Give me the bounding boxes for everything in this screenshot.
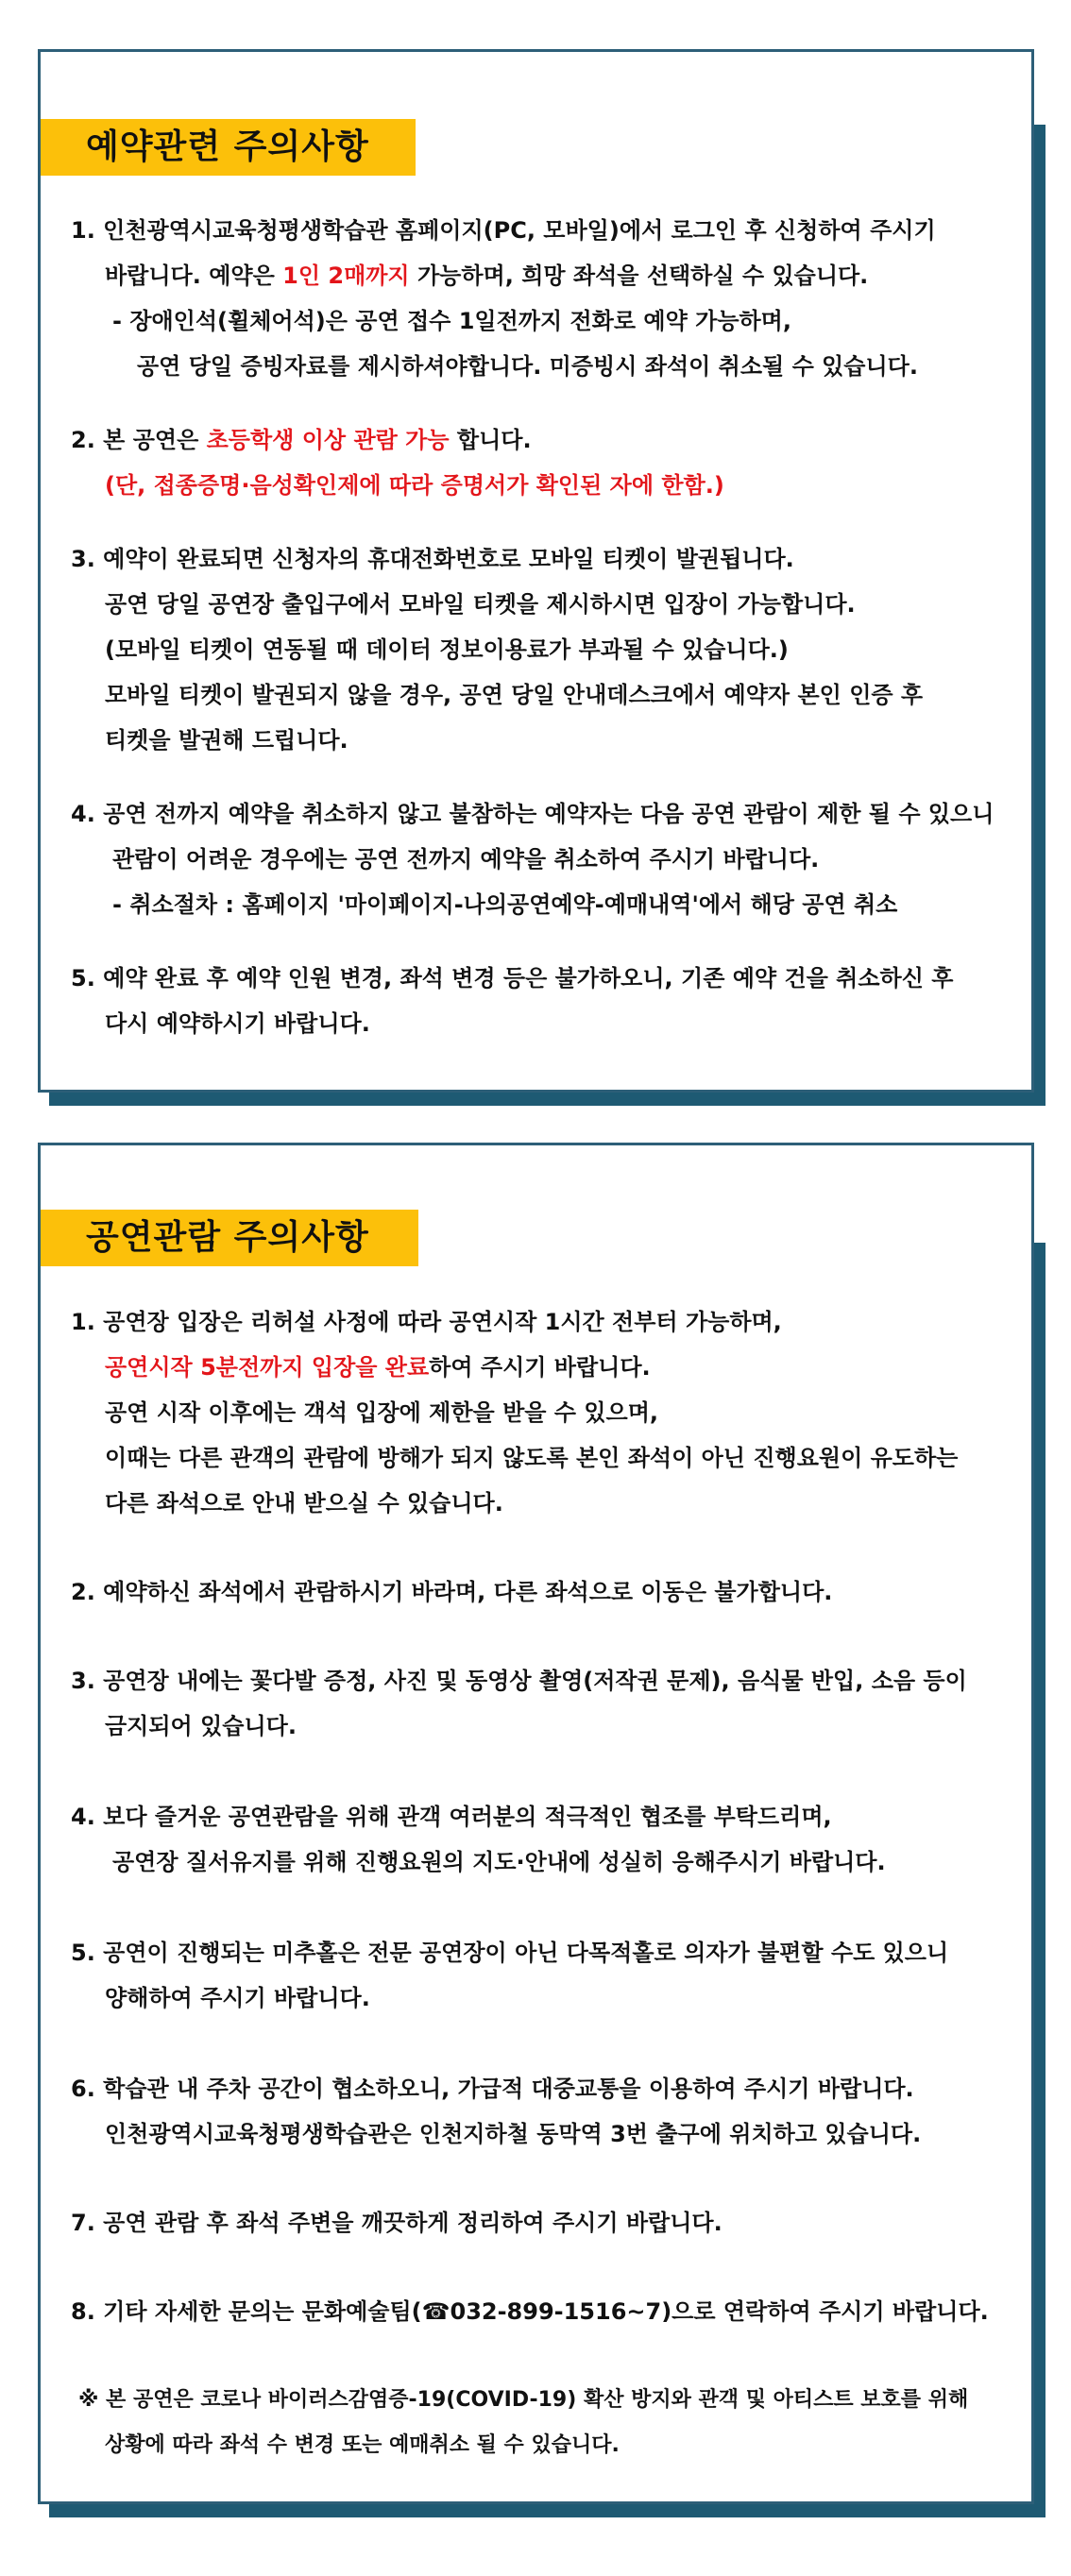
- list-item-line: 공연 당일 증빙자료를 제시하셔야합니다. 미증빙시 좌석이 취소될 수 있습니다.: [137, 353, 918, 380]
- list-item-line: 다시 예약하시기 바랍니다.: [105, 1010, 370, 1037]
- viewing-notice-section: [38, 1143, 1034, 2504]
- list-item-line: 모바일 티켓이 발권되지 않을 경우, 공연 당일 안내데스크에서 예약자 본인 인증 후: [105, 682, 924, 708]
- list-item-line: 이때는 다른 관객의 관람에 방해가 되지 않도록 본인 좌석이 아닌 진행요원이 유도하는: [105, 1445, 959, 1471]
- viewing-notice-box: [38, 1143, 1034, 2504]
- age-limit-highlight: 초등학생 이상 관람 가능: [206, 427, 450, 453]
- reservation-notice-box: [38, 49, 1034, 1093]
- list-item-line: 1. 공연장 입장은 리허설 사정에 따라 공연시작 1시간 전부터 가능하며,: [71, 1309, 782, 1335]
- contact-info-line: 8. 기타 자세한 문의는 문화예술팀(☎032-899-1516~7)으로 연락하여 주시기 바랍니다.: [71, 2298, 989, 2325]
- covid-notice: [71, 2378, 1018, 2468]
- text-span: 하여 주시기 바랍니다.: [429, 1354, 651, 1381]
- reservation-item-2: [71, 417, 1018, 508]
- list-item-line: 티켓을 발권해 드립니다.: [105, 727, 348, 754]
- text-span: 바랍니다. 예약은: [105, 263, 283, 289]
- list-item-line: - 취소절차 : 홈페이지 '마이페이지-나의공연예약-예매내역'에서 해당 공연 취소: [112, 891, 898, 918]
- list-item-line: 금지되어 있습니다.: [105, 1713, 297, 1739]
- reservation-item-3: [71, 536, 1018, 763]
- viewing-item-1: [71, 1299, 1018, 1526]
- list-item-line: 공연 당일 공연장 출입구에서 모바일 티켓을 제시하시면 입장이 가능합니다.: [105, 591, 856, 618]
- list-item-line: 6. 학습관 내 주차 공간이 협소하오니, 가급적 대중교통을 이용하여 주시기 바랍니다.: [71, 2076, 914, 2102]
- viewing-item-5: [71, 1930, 1018, 2021]
- entry-deadline-highlight: 공연시작 5분전까지 입장을 완료: [105, 1354, 430, 1381]
- reservation-notice-title: 예약관련 주의사항: [41, 119, 416, 176]
- reservation-item-5: [71, 956, 1018, 1046]
- list-item-line: 2. 예약하신 좌석에서 관람하시기 바라며, 다른 좌석으로 이동은 불가합니다.: [71, 1579, 833, 1605]
- list-item-line: 공연 시작 이후에는 객석 입장에 제한을 받을 수 있으며,: [105, 1399, 659, 1426]
- list-item-line: 공연장 질서유지를 위해 진행요원의 지도·안내에 성실히 응해주시기 바랍니다.: [112, 1849, 886, 1875]
- reservation-notice-section: [38, 49, 1034, 1093]
- reservation-item-4: [71, 791, 1018, 927]
- list-item-line: 4. 공연 전까지 예약을 취소하지 않고 불참하는 예약자는 다음 공연 관람이 제한 될 수 있으니: [71, 801, 994, 827]
- viewing-item-6: [71, 2066, 1018, 2157]
- list-item-line: 3. 공연장 내에는 꽃다발 증정, 사진 및 동영상 촬영(저작권 문제), 음식물 반입, 소음 등이: [71, 1668, 967, 1694]
- viewing-item-8: [71, 2289, 1018, 2334]
- list-item-line: 5. 예약 완료 후 예약 인원 변경, 좌석 변경 등은 불가하오니, 기존 예약 건을 취소하신 후: [71, 965, 954, 991]
- text-span: 가능하며, 희망 좌석을 선택하실 수 있습니다.: [409, 263, 869, 289]
- viewing-item-7: [71, 2200, 1018, 2246]
- list-item-line: 3. 예약이 완료되면 신청자의 휴대전화번호로 모바일 티켓이 발권됩니다.: [71, 546, 794, 572]
- list-item-line: 양해하여 주시기 바랍니다.: [105, 1985, 370, 2011]
- list-item-line: [71, 1345, 1018, 1390]
- vaccination-note: (단, 접종증명·음성확인제에 따라 증명서가 확인된 자에 한함.): [105, 472, 724, 499]
- list-item-line: 다른 좌석으로 안내 받으실 수 있습니다.: [105, 1490, 503, 1517]
- list-item-line: 4. 보다 즐거운 공연관람을 위해 관객 여러분의 적극적인 협조를 부탁드리며,: [71, 1804, 832, 1830]
- list-item-line: ※ 본 공연은 코로나 바이러스감염증-19(COVID-19) 확산 방지와 관객 및 아티스트 보호를 위해: [78, 2388, 969, 2412]
- list-item-line: 인천광역시교육청평생학습관은 인천지하철 동막역 3번 출구에 위치하고 있습니다.: [105, 2121, 922, 2147]
- list-item-line: (모바일 티켓이 연동될 때 데이터 정보이용료가 부과될 수 있습니다.): [105, 636, 789, 663]
- list-item-line: [71, 417, 1018, 463]
- viewing-item-4: [71, 1794, 1018, 1885]
- list-item-line: 5. 공연이 진행되는 미추홀은 전문 공연장이 아닌 다목적홀로 의자가 불편할 수도 있으니: [71, 1940, 949, 1966]
- list-item-line: 상황에 따라 좌석 수 변경 또는 예매취소 될 수 있습니다.: [105, 2433, 620, 2457]
- list-item-line: 관람이 어려운 경우에는 공연 전까지 예약을 취소하여 주시기 바랍니다.: [112, 846, 820, 873]
- list-item-line: 1. 인천광역시교육청평생학습관 홈페이지(PC, 모바일)에서 로그인 후 신청하여 주시기: [71, 217, 936, 244]
- ticket-limit-highlight: 1인 2매까지: [282, 263, 410, 289]
- text-span: 2. 본 공연은: [71, 427, 207, 453]
- list-item-line: - 장애인석(휠체어석)은 공연 접수 1일전까지 전화로 예약 가능하며,: [112, 308, 791, 334]
- reservation-item-1: [71, 208, 1018, 389]
- reservation-notice-list: [71, 208, 1018, 1046]
- viewing-item-2: [71, 1569, 1018, 1615]
- viewing-notice-title: 공연관람 주의사항: [41, 1210, 418, 1266]
- text-span: 합니다.: [449, 427, 532, 453]
- viewing-notice-list: [71, 1299, 1018, 2468]
- viewing-item-3: [71, 1658, 1018, 1749]
- list-item-line: [71, 253, 1018, 298]
- list-item-line: 7. 공연 관람 후 좌석 주변을 깨끗하게 정리하여 주시기 바랍니다.: [71, 2210, 722, 2236]
